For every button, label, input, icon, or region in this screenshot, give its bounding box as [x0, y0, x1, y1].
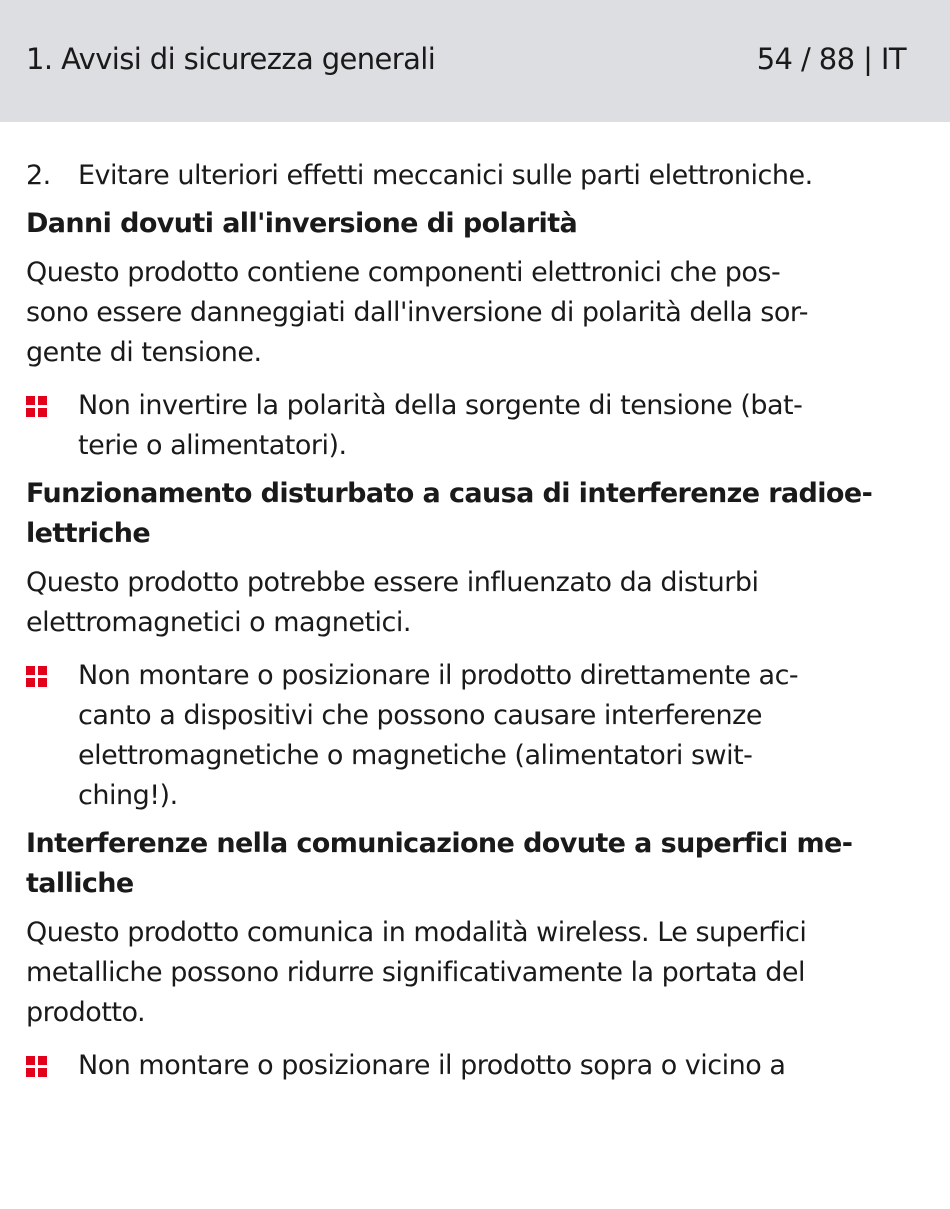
step-number: 2.: [26, 160, 51, 191]
paragraph-line: Questo prodotto comunica in modalità wireless. Le superfici: [26, 917, 807, 948]
bullet-item: [26, 386, 924, 466]
bullet-item: [26, 1046, 924, 1086]
paragraph-line: metalliche possono ridurre significativamente la portata del: [26, 957, 806, 988]
heading-line: Interferenze nella comunicazione dovute a superfici me-: [26, 828, 853, 859]
bullet-line: Non montare o posizionare il prodotto sopra o vicino a: [78, 1050, 786, 1081]
bullet-item: [26, 656, 924, 816]
heading-line: Funzionamento disturbato a causa di interferenze radioe-: [26, 478, 873, 509]
document-body: [0, 156, 950, 1086]
section-heading: [26, 824, 924, 904]
heading-line: Danni dovuti all'inversione di polarità: [26, 208, 578, 239]
section-paragraph: [26, 563, 924, 643]
heading-line: lettriche: [26, 518, 151, 549]
section-metal-surfaces: [26, 824, 924, 1086]
paragraph-line: gente di tensione.: [26, 337, 262, 368]
section-heading: [26, 204, 924, 244]
paragraph-line: sono essere danneggiati dall'inversione di polarità della sor-: [26, 297, 809, 328]
section-heading: [26, 474, 924, 554]
paragraph-line: prodotto.: [26, 997, 146, 1028]
red-four-squares-icon: [26, 396, 47, 417]
paragraph-line: Questo prodotto contiene componenti elettronici che pos-: [26, 257, 781, 288]
section-title: 1. Avvisi di sicurezza generali: [26, 42, 436, 76]
bullet-line: ching!).: [78, 780, 178, 811]
section-interference: [26, 474, 924, 816]
bullet-line: elettromagnetiche o magnetiche (alimentatori swit-: [78, 740, 753, 771]
paragraph-line: Questo prodotto potrebbe essere influenzato da disturbi: [26, 567, 759, 598]
red-four-squares-icon: [26, 666, 47, 687]
page-indicator: 54 / 88 | IT: [756, 42, 906, 76]
bullet-text: [78, 1046, 924, 1086]
section-polarity: [26, 204, 924, 466]
heading-line: talliche: [26, 868, 134, 899]
bullet-line: Non montare o posizionare il prodotto direttamente ac-: [78, 660, 799, 691]
red-four-squares-icon: [26, 1056, 47, 1077]
bullet-text: [78, 386, 924, 466]
section-paragraph: [26, 253, 924, 373]
step-item: [26, 156, 924, 196]
bullet-line: Non invertire la polarità della sorgente di tensione (bat-: [78, 390, 803, 421]
bullet-text: [78, 656, 924, 816]
page-header: [0, 0, 950, 122]
step-text: Evitare ulteriori effetti meccanici sulle parti elettroniche.: [78, 160, 813, 191]
bullet-line: terie o alimentatori).: [78, 430, 347, 461]
section-paragraph: [26, 913, 924, 1033]
bullet-line: canto a dispositivi che possono causare interferenze: [78, 700, 762, 731]
paragraph-line: elettromagnetici o magnetici.: [26, 607, 411, 638]
